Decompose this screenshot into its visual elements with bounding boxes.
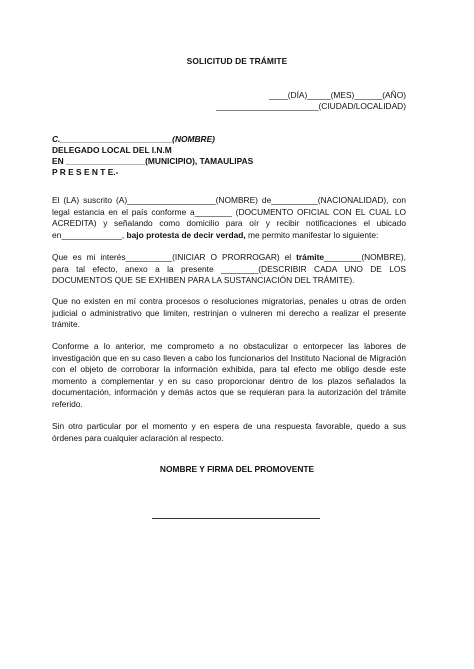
document-title: SOLICITUD DE TRÁMITE	[186, 56, 288, 66]
recipient-title-line: DELEGADO LOCAL DEL I.N.M	[52, 145, 172, 155]
paragraph-interest-bold: trámite	[296, 252, 325, 262]
paragraph-interest-text: Que es mi interés__________(INICIAR O PRORROGAR) el	[52, 252, 297, 262]
paragraph-interest-tail: ________(NOMBRE), para tal efecto, anexo a la presente ________(DESCRIBIR CADA UNO DE LOS DOCUMENTOS QUE SE EXHIBEN PARA LA SUSTANCIACIÓN DEL TRÁMITE).	[52, 252, 406, 286]
signature-line	[152, 518, 320, 519]
paragraph-closing: Sin otro particular por el momento y en espera de una respuesta favorable, quedo a sus órdenes para cualquier aclaración al respecto.	[52, 421, 406, 443]
paragraph-identification-tail: me permito manifestar lo siguiente:	[245, 229, 379, 240]
signature-label: NOMBRE Y FIRMA DEL PROMOVENTE	[159, 464, 315, 474]
paragraph-no-proceedings: Que no existen en mí contra procesos o resoluciones migratorias, penales u otras de orden judicial o administrativo que limiten, restrinjan o vulneren mi derecho a realizar el presente trámite.	[52, 296, 406, 330]
paragraph-interest	[52, 252, 406, 287]
recipient-municipality-line: EN _________________(MUNICIPIO), TAMAULIPAS	[52, 156, 254, 166]
paragraph-identification	[52, 195, 406, 241]
recipient-name-line: C.________________________(NOMBRE)	[52, 134, 215, 144]
paragraph-identification-text: El (LA) suscrito (A)___________________(NOMBRE) de__________(NACIONALIDAD), con legal estancia en el país conforme a________ (DOCUMENTO OFICIAL CON EL CUAL LO ACREDITA) y señalando como domicilio para oír y recibir notificaciones el ubicado en_____________,	[52, 195, 406, 240]
paragraph-identification-bold: bajo protesta de decir verdad,	[124, 229, 246, 240]
place-line: ______________________(CIUDAD/LOCALIDAD)	[216, 101, 406, 111]
paragraph-commitment: Conforme a lo anterior, me comprometo a no obstaculizar o entorpecer las labores de investigación que en su caso lleven a cabo los funcionarios del Instituto Nacional de Migración con el objeto de corroborar la información exhibida, para tal efecto me obligo desde este momento a complementar y en su caso proporcionar dentro de los plazos señalados la documentación, información y demás actos que se requieran para la autorización del trámite referido.	[52, 341, 406, 409]
presente-line: P R E S E N T E.-	[52, 167, 119, 177]
date-line: ____(DÍA)_____(MES)______(AÑO)	[269, 90, 406, 100]
